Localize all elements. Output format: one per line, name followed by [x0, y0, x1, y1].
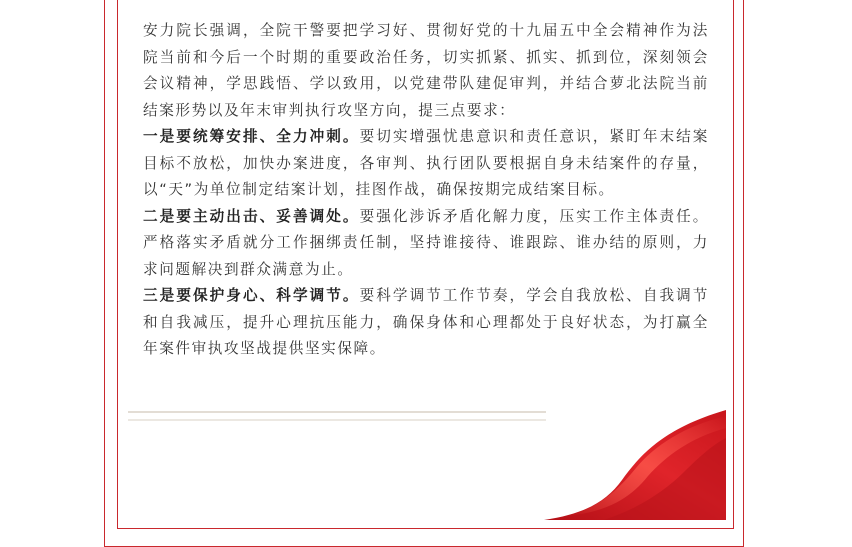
requirement-body-3: 要科学调节工作节奏，学会自我放松、自我调节和自我减压，提升心理抗压能力，确保身体和心理都处于良好状态，为打赢全年案件审执攻坚战提供坚实保障。	[143, 287, 709, 357]
requirement-paragraph-2	[143, 204, 709, 284]
requirement-paragraph-3	[143, 283, 709, 363]
requirement-paragraph-1	[143, 124, 709, 204]
divider-line-bottom	[128, 419, 546, 421]
requirement-heading-2: 二是要主动出击、妥善调处。	[143, 207, 360, 225]
article-body	[143, 18, 709, 363]
requirement-heading-3: 三是要保护身心、科学调节。	[143, 287, 360, 304]
divider-line-top	[128, 411, 546, 413]
requirement-body-1: 要切实增强忧患意识和责任意识，紧盯年末结案目标不放松，加快办案进度，各审判、执行团队要根据自身未结案件的存量，以“天”为单位制定结案计划，挂图作战，确保按期完成结案目标。	[143, 128, 709, 198]
requirement-body-2: 要强化涉诉矛盾化解力度，压实工作主体责任。严格落实矛盾就分工作捆绑责任制，坚持谁接待、谁跟踪、谁办结的原则，力求问题解决到群众满意为止。	[143, 207, 709, 278]
red-flag-icon	[544, 410, 726, 520]
intro-paragraph: 安力院长强调，全院干警要把学习好、贯彻好党的十九届五中全会精神作为法院当前和今后一个时期的重要政治任务，切实抓紧、抓实、抓到位，深刻领会会议精神，学思践悟、学以致用，以党建带队建促审判，并结合萝北法院当前结案形势以及年末审判执行攻坚方向，提三点要求：	[143, 22, 709, 119]
requirement-heading-1: 一是要统筹安排、全力冲刺。	[143, 128, 360, 145]
